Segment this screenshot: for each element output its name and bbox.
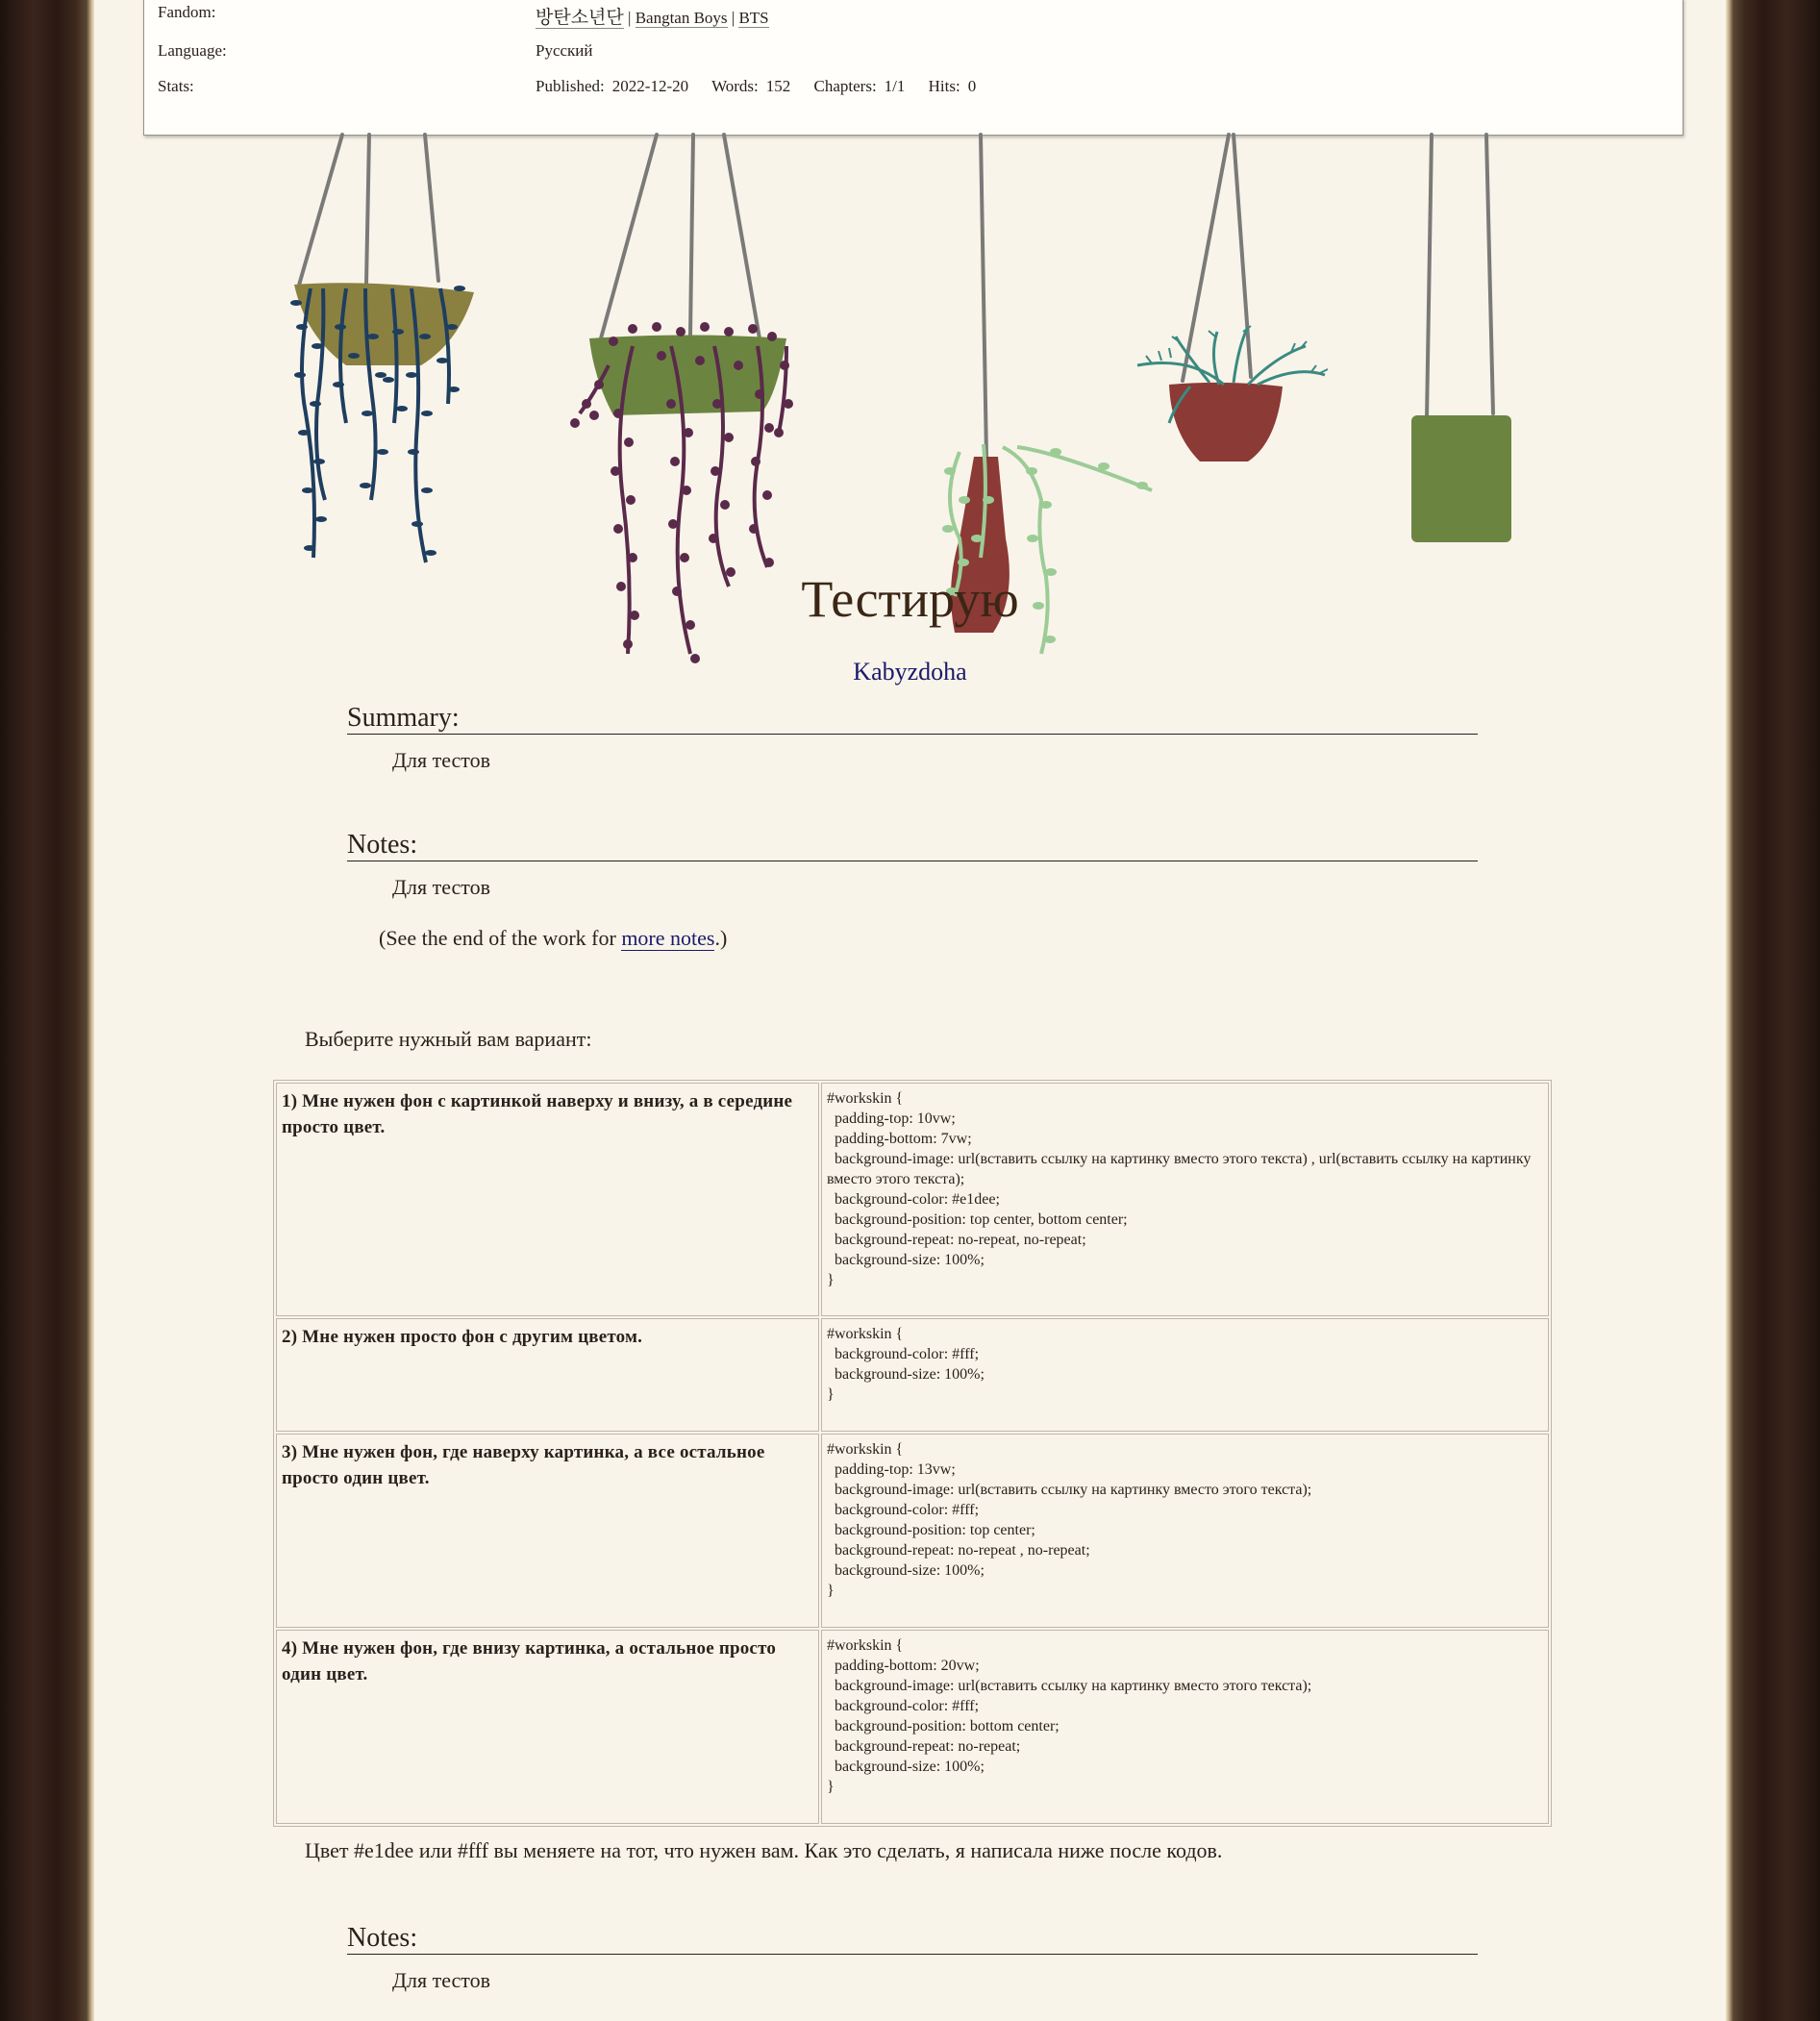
option-code: #workskin { padding-top: 10vw; padding-bottom: 7vw; background-image: url(вставить ссылку на картинку вместо этого текста) , url(вставить ссылку на картинку вместо этого текста); background-color: #e1dee; background-position: top center, bottom center; background-repeat: no-repeat, no-repeat; background-size: 100%; } xyxy=(821,1083,1549,1316)
end-notes-text: Для тестов xyxy=(392,1968,491,1992)
notes-heading: Notes: xyxy=(347,832,1478,861)
work-title: Тестирую xyxy=(801,570,1019,628)
chapter-outro: Цвет #e1dee или #fff вы меняете на тот, что нужен вам. Как это сделать, я написала ниже после кодов. xyxy=(305,1838,1223,1862)
notes-text: Для тестов xyxy=(392,875,491,899)
work-page xyxy=(94,0,1726,2021)
fandom-tag-link[interactable]: BTS xyxy=(738,9,769,27)
table-row xyxy=(276,1083,1549,1316)
more-notes-link[interactable]: more notes xyxy=(621,926,715,950)
words-label: Words: xyxy=(711,77,759,95)
published-label: Published: xyxy=(536,77,605,95)
option-code: #workskin { background-color: #fff; background-size: 100%; } xyxy=(821,1318,1549,1432)
option-question: 2) Мне нужен просто фон с другим цветом. xyxy=(276,1318,819,1432)
language-value: Русский xyxy=(536,41,593,60)
option-code: #workskin { padding-top: 13vw; background-image: url(вставить ссылку на картинку вместо этого текста); background-color: #fff; background-position: top center; background-repeat: no-repeat , no-repeat; background-size: 100%; } xyxy=(821,1434,1549,1628)
author-name[interactable]: Kabyzdoha xyxy=(853,658,967,686)
option-question: 3) Мне нужен фон, где наверху картинка, а все остальное просто один цвет. xyxy=(276,1434,819,1628)
option-code: #workskin { padding-bottom: 20vw; background-image: url(вставить ссылку на картинку вместо этого текста); background-color: #fff; background-position: bottom center; background-repeat: no-repeat; background-size: 100%; } xyxy=(821,1630,1549,1824)
fandom-label: Fandom: xyxy=(158,3,216,21)
option-question: 1) Мне нужен фон с картинкой наверху и внизу, а в середине просто цвет. xyxy=(276,1083,819,1316)
wood-frame-left xyxy=(0,0,94,2021)
end-notes-heading: Notes: xyxy=(347,1925,1478,1955)
table-row xyxy=(276,1434,1549,1628)
fandom-tag-link[interactable]: Bangtan Boys xyxy=(635,9,728,27)
chapters-label: Chapters: xyxy=(813,77,877,95)
chapters-value: 1/1 xyxy=(884,77,906,95)
end-notes-post: .) xyxy=(714,926,728,950)
summary-heading: Summary: xyxy=(347,705,1478,735)
summary-text: Для тестов xyxy=(392,748,491,772)
wood-frame-right xyxy=(1726,0,1820,2021)
language-label: Language: xyxy=(158,41,227,60)
table-row xyxy=(276,1630,1549,1824)
hits-label: Hits: xyxy=(928,77,960,95)
option-question: 4) Мне нужен фон, где внизу картинка, а остальное просто один цвет. xyxy=(276,1630,819,1824)
chapter-intro: Выберите нужный вам вариант: xyxy=(305,1027,592,1051)
hits-value: 0 xyxy=(967,77,977,95)
end-notes-pre: (See the end of the work for xyxy=(379,926,622,950)
end-notes-pointer xyxy=(379,926,727,951)
words-value: 152 xyxy=(765,77,791,95)
fandom-tag-link[interactable]: 방탄소년단 xyxy=(536,8,624,28)
published-value: 2022-12-20 xyxy=(611,77,689,95)
table-row xyxy=(276,1318,1549,1432)
stats-label: Stats: xyxy=(158,77,194,95)
options-table xyxy=(273,1080,1552,1827)
work-author-link[interactable] xyxy=(94,658,1726,686)
fandom-tags: 방탄소년단 | Bangtan Boys | BTS xyxy=(536,8,769,28)
